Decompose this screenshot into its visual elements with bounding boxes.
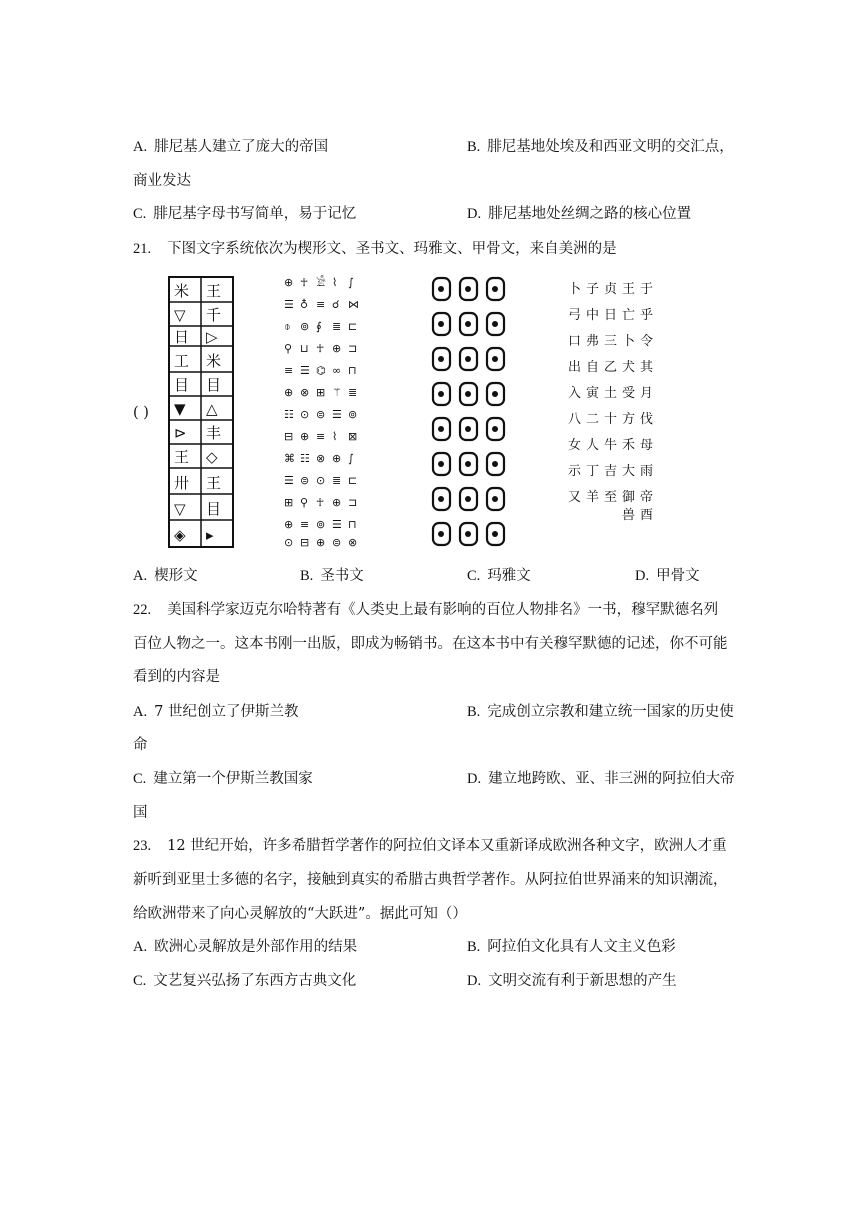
option-label: A. [133,939,148,955]
option-label: D. [467,771,482,787]
svg-text:⚲: ⚲ [284,342,293,355]
cuneiform-script-image [168,276,234,548]
option-text: 建立第一个伊斯兰教国家 [153,771,313,787]
svg-text:乙: 乙 [604,360,618,375]
svg-text:⊜: ⊜ [332,536,342,549]
svg-text:女: 女 [568,438,582,453]
q22-option-b-wrap: 命 [133,737,148,753]
option-label: C. [133,771,147,787]
option-label: A. [133,568,148,584]
svg-text:米: 米 [206,352,222,370]
option-label: B. [467,704,481,720]
svg-text:王: 王 [174,448,190,466]
svg-text:⊳: ⊳ [174,424,187,442]
svg-text:☷: ☷ [284,408,294,421]
svg-text:☷: ☷ [300,452,310,465]
svg-text:≡: ≡ [300,518,310,531]
svg-text:∮: ∮ [316,320,322,333]
svg-text:人: 人 [586,438,600,453]
q22-option-a [133,702,298,722]
option-label: B. [467,939,481,955]
q20-option-c [133,204,356,224]
svg-text:王: 王 [206,282,222,300]
svg-text:⊕: ⊕ [284,386,294,399]
svg-text:寅: 寅 [586,386,600,401]
svg-text:米: 米 [174,282,190,300]
option-text: 欧洲心灵解放是外部作用的结果 [154,939,358,955]
svg-text:☰: ☰ [284,474,294,487]
svg-text:⌽: ⌽ [284,320,291,333]
svg-text:≣: ≣ [332,474,342,487]
svg-text:⋈: ⋈ [348,298,359,311]
q21-option-c [467,566,531,586]
svg-text:酉: 酉 [640,508,654,523]
q22-stem-line-2: 百位人物之一。这本书刚一出版，即成为畅销书。在这本书中有关穆罕默德的记述，你不可能 [133,636,728,652]
svg-text:日: 日 [604,308,618,323]
svg-text:兽: 兽 [622,508,636,523]
q23-option-a [133,937,357,957]
svg-text:◇: ◇ [206,448,218,466]
svg-text:帝: 帝 [640,490,654,505]
question-text: 下图文字系统依次为楔形文、圣书文、玛雅文、甲骨文，来自美洲的是 [167,241,617,257]
option-label: C. [467,568,481,584]
option-text: 商业发达 [133,173,191,189]
question-number: 22. [133,602,152,618]
svg-text:☥: ☥ [316,342,325,355]
svg-text:丁: 丁 [586,464,600,479]
svg-text:⊕: ⊕ [316,536,326,549]
svg-text:于: 于 [640,282,654,297]
svg-text:弗: 弗 [586,334,600,349]
svg-text:⊟: ⊟ [284,430,294,443]
q21-stem [133,239,617,259]
svg-text:土: 土 [604,386,618,401]
svg-text:目: 目 [174,376,190,394]
svg-text:至: 至 [604,490,618,505]
svg-text:二: 二 [586,412,600,427]
svg-text:卅: 卅 [174,474,190,492]
svg-text:三: 三 [604,334,618,349]
q23-stem-line-1 [133,836,727,856]
svg-text:月: 月 [640,386,654,401]
q20-option-b [467,137,734,157]
q21-option-b [300,566,364,586]
svg-text:⌘: ⌘ [284,452,295,465]
svg-text:≡: ≡ [316,298,326,311]
svg-text:⊚: ⊚ [348,408,358,421]
q23-stem-line-2: 新听到亚里士多德的名字，接触到真实的希腊古典哲学著作。从阿拉伯世界涌来的知识潮流， [133,872,728,888]
svg-text:亡: 亡 [622,308,636,323]
svg-text:⊠: ⊠ [348,430,358,443]
svg-text:⚲: ⚲ [300,496,309,509]
svg-text:≣: ≣ [332,320,342,333]
svg-text:八: 八 [568,412,582,427]
svg-text:伐: 伐 [640,412,654,427]
option-label: A. [133,704,148,720]
svg-text:⊙: ⊙ [316,474,326,487]
svg-text:⊕: ⊕ [332,452,342,465]
svg-text:⌇: ⌇ [332,276,338,289]
svg-text:⊗: ⊗ [348,536,358,549]
svg-text:乎: 乎 [640,308,654,323]
option-text: 腓尼基地处丝绸之路的核心位置 [488,206,692,222]
svg-text:☌: ☌ [332,298,340,311]
svg-text:⊙: ⊙ [284,536,294,549]
svg-text:𓀀: 𓀀 [316,276,326,289]
svg-text:▽: ▽ [174,500,186,518]
svg-text:∞: ∞ [332,364,342,377]
svg-text:工: 工 [174,352,190,370]
option-text: 腓尼基人建立了庞大的帝国 [154,139,329,155]
svg-text:⌇: ⌇ [332,430,338,443]
svg-text:自: 自 [586,360,600,375]
option-label: D. [635,568,650,584]
svg-text:贞: 贞 [604,282,618,297]
option-label: C. [133,206,147,222]
svg-text:▸: ▸ [206,526,214,544]
svg-text:∫: ∫ [348,276,354,289]
svg-text:⊟: ⊟ [300,536,310,549]
svg-text:雨: 雨 [640,464,654,479]
svg-text:⊞: ⊞ [284,496,294,509]
option-text: 圣书文 [320,568,364,584]
svg-text:⊓: ⊓ [348,364,357,377]
option-text: 建立地跨欧、亚、非三洲的阿拉伯大帝 [488,771,735,787]
svg-text:母: 母 [640,438,654,453]
svg-text:▽: ▽ [174,306,186,324]
svg-text:口: 口 [568,334,582,349]
svg-text:▼: ▼ [174,400,186,418]
svg-text:⊜: ⊜ [316,408,326,421]
q23-option-c [133,971,356,991]
option-text: 完成创立宗教和建立统一国家的历史使 [487,704,734,720]
svg-text:⊚: ⊚ [300,320,310,333]
svg-text:十: 十 [604,412,618,427]
svg-text:≣: ≣ [348,386,358,399]
svg-text:吉: 吉 [604,464,618,479]
q22-option-b [467,702,734,722]
svg-text:丰: 丰 [206,424,222,442]
svg-text:目: 目 [206,376,222,394]
svg-text:入: 入 [568,386,582,401]
svg-text:王: 王 [622,282,636,297]
svg-text:日: 日 [174,328,190,346]
svg-text:受: 受 [622,386,636,401]
q21-option-a [133,566,198,586]
svg-text:⊕: ⊕ [300,430,310,443]
option-text: 文艺复兴弘扬了东西方古典文化 [153,973,357,989]
svg-text:犬: 犬 [622,360,636,375]
svg-text:弓: 弓 [568,308,582,323]
q22-stem-line-3: 看到的内容是 [133,669,220,685]
svg-text:⊗: ⊗ [300,386,310,399]
svg-text:王: 王 [206,474,222,492]
svg-text:卜: 卜 [622,334,636,349]
option-text: 楔形文 [154,568,198,584]
q23-option-d [467,971,677,991]
q20-option-d [467,204,691,224]
q22-option-d [467,769,735,789]
svg-text:∫: ∫ [348,452,354,465]
svg-text:又: 又 [568,490,582,505]
question-number: 21. [133,241,152,257]
svg-text:☰: ☰ [332,408,342,421]
svg-text:御: 御 [622,490,636,505]
svg-text:⊏: ⊏ [348,320,358,333]
svg-text:⊞: ⊞ [316,386,326,399]
svg-text:方: 方 [622,412,636,427]
q22-option-c [133,769,313,789]
option-label: A. [133,139,148,155]
option-label: D. [467,973,482,989]
q22-stem-line-1 [133,600,718,620]
svg-text:卜: 卜 [568,282,582,297]
svg-text:▷: ▷ [206,328,218,346]
svg-text:⊙: ⊙ [300,408,310,421]
svg-text:⊕: ⊕ [332,342,342,355]
svg-text:⊜: ⊜ [300,474,310,487]
svg-text:☰: ☰ [332,518,342,531]
question-text: 12 世纪开始，许多希腊哲学著作的阿拉伯文译本又重新译成欧洲各种文字，欧洲人才重 [167,838,727,854]
option-text: 文明交流有利于新思想的产生 [488,973,677,989]
svg-text:⊕: ⊕ [332,496,342,509]
oracle-bone-script-image [566,279,658,523]
svg-text:大: 大 [622,464,636,479]
svg-text:⊐: ⊐ [348,496,358,509]
svg-text:◈: ◈ [174,526,186,544]
svg-text:⊕: ⊕ [284,518,294,531]
svg-text:中: 中 [586,308,600,323]
svg-text:☥: ☥ [300,276,309,289]
question-number: 23. [133,838,152,854]
q20-option-a [133,137,328,157]
svg-text:禾: 禾 [622,438,636,453]
svg-text:牛: 牛 [604,438,618,453]
svg-text:⌬: ⌬ [316,364,326,377]
q21-answer-paren: ( ) [133,405,149,421]
svg-text:⊓: ⊓ [348,518,357,531]
svg-text:⊚: ⊚ [316,518,326,531]
svg-text:令: 令 [640,334,654,349]
option-label: B. [300,568,314,584]
svg-text:子: 子 [586,282,600,297]
option-text: 阿拉伯文化具有人文主义色彩 [487,939,676,955]
maya-script-image [430,275,510,549]
svg-text:≡: ≡ [284,364,294,377]
q21-option-d [635,566,700,586]
svg-text:≡: ≡ [316,430,326,443]
option-text: 7 世纪创立了伊斯兰教 [154,704,299,720]
option-text: 腓尼基字母书写简单，易于记忆 [153,206,357,222]
svg-text:出: 出 [568,360,582,375]
svg-text:△: △ [206,400,218,418]
q23-stem-line-3: 给欧洲带来了向心灵解放的“大跃进”。据此可知（） [133,906,467,922]
question-text: 美国科学家迈克尔哈特著有《人类史上最有影响的百位人物排名》一书，穆罕默德名列 [167,602,719,618]
svg-text:⊏: ⊏ [348,474,358,487]
svg-text:☰: ☰ [284,298,294,311]
svg-text:目: 目 [206,500,222,518]
svg-text:示: 示 [568,464,582,479]
q23-option-b [467,937,676,957]
svg-text:其: 其 [640,360,654,375]
option-text: 腓尼基地处埃及和西亚文明的交汇点， [487,139,734,155]
option-text: 甲骨文 [656,568,700,584]
svg-text:⊔: ⊔ [300,342,309,355]
option-label: D. [467,206,482,222]
svg-text:羊: 羊 [586,490,600,505]
svg-text:☥: ☥ [316,496,325,509]
svg-text:♁: ♁ [300,298,309,311]
option-label: B. [467,139,481,155]
svg-text:☰: ☰ [300,364,310,377]
svg-text:⊗: ⊗ [316,452,326,465]
svg-text:⚚: ⚚ [332,386,342,399]
q20-option-b-wrap [133,171,191,191]
option-text: 玛雅文 [487,568,531,584]
q22-option-d-wrap: 国 [133,805,148,821]
svg-text:千: 千 [206,306,222,324]
svg-text:⊐: ⊐ [348,342,358,355]
option-label: C. [133,973,147,989]
hieroglyph-script-image [282,272,370,550]
svg-text:⊕: ⊕ [284,276,294,289]
